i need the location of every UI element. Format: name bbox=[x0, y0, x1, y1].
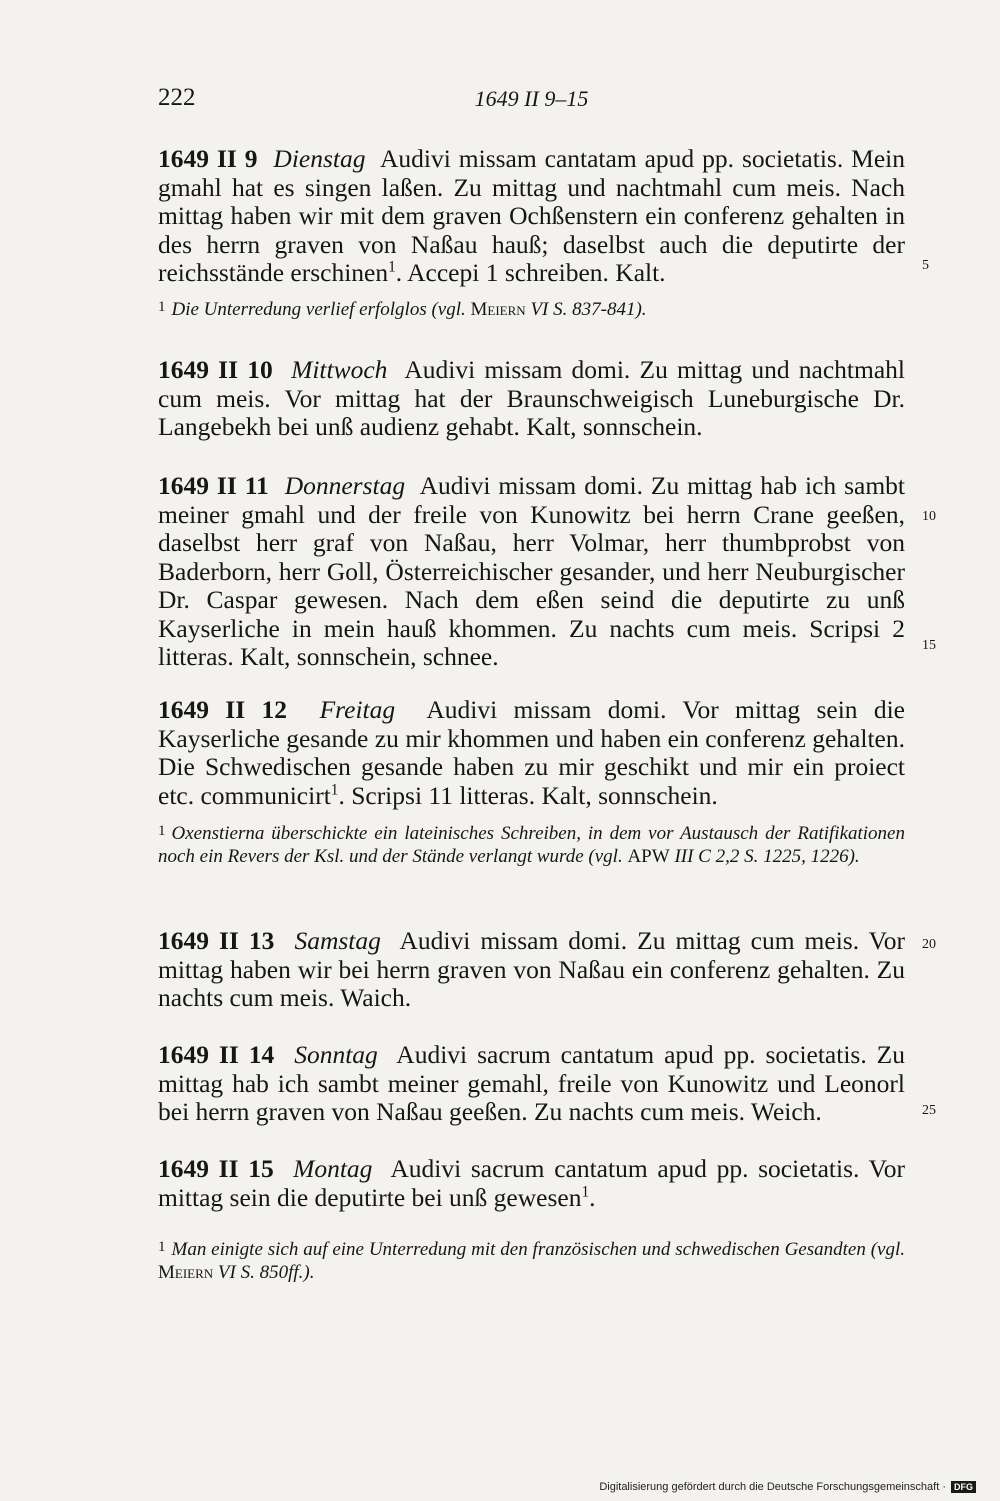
footnote-text-cont: VI S. 850ff.). bbox=[213, 1262, 315, 1283]
entry-date: 1649 II 13 bbox=[158, 926, 275, 955]
entry-weekday: Freitag bbox=[319, 695, 396, 724]
entry-weekday: Mittwoch bbox=[291, 355, 388, 384]
footnote-ref: 1 bbox=[581, 1183, 590, 1200]
running-title: 1649 II 9–15 bbox=[474, 86, 589, 111]
footnote-mark: 1 bbox=[158, 299, 166, 315]
footnote-mark: 1 bbox=[158, 823, 166, 839]
footnote-author: Meiern bbox=[470, 299, 526, 320]
entry-text: Audivi missam domi. Vor mittag sein die Kayserliche gesande zu mir khommen und haben ein conferenz gehalten. Die Schwedischen gesande haben zu mir geschikt und mir ein proiect etc. communicirt bbox=[158, 695, 905, 810]
footnote-ref: 1 bbox=[388, 258, 396, 276]
footnote bbox=[158, 296, 905, 321]
diary-entry bbox=[158, 1041, 905, 1127]
footnote-text-cont: III C 2,2 S. 1225, 1226). bbox=[669, 846, 860, 867]
entry-text: Audivi missam cantatam apud pp. societatis. Mein gmahl hat es singen laßen. Zu mittag und nachtmahl cum meis. Nach mittag haben wir mit dem graven Ochßenstern ein conferenz gehalten in des herrn graven von Naßau hauß; daselbst auch die deputirte der reichsstände erschinen bbox=[158, 144, 905, 287]
diary-entry bbox=[158, 145, 905, 288]
entry-date: 1649 II 11 bbox=[158, 471, 269, 500]
footnote bbox=[158, 1236, 905, 1284]
line-number: 15 bbox=[922, 638, 936, 653]
diary-entry bbox=[158, 1155, 905, 1212]
entry-weekday: Dienstag bbox=[273, 144, 366, 173]
entry-text: Audivi sacrum cantatum apud pp. societatis. Zu mittag hab ich sambt meiner gemahl, freile von Kunowitz und Leonorl bei herrn graven von Naßau geeßen. Zu nachts cum meis. Weich. bbox=[158, 1040, 906, 1126]
page-header bbox=[158, 84, 905, 120]
line-number: 25 bbox=[922, 1103, 936, 1118]
page-number: 222 bbox=[158, 84, 196, 111]
entry-date: 1649 II 14 bbox=[158, 1040, 275, 1069]
footnote-text-cont: VI S. 837-841). bbox=[525, 299, 647, 320]
line-number: 10 bbox=[922, 509, 936, 524]
footnote-mark: 1 bbox=[158, 1239, 166, 1255]
diary-entry bbox=[158, 356, 905, 442]
entry-text-cont: . Accepi 1 schreiben. Kalt. bbox=[395, 258, 666, 287]
footnote-source: APW bbox=[627, 846, 670, 867]
digitization-footer bbox=[599, 1481, 976, 1493]
entry-text-cont: . Scripsi 11 litteras. Kalt, sonnschein. bbox=[338, 780, 718, 810]
entry-weekday: Sonntag bbox=[294, 1040, 378, 1069]
entry-weekday: Samstag bbox=[294, 926, 381, 955]
footnote-text: Oxenstierna überschickte ein lateinisches Schreiben, in dem vor Austausch der Ratifikationen noch ein Revers der Ksl. und der Stände verlangt wurde (vgl. bbox=[158, 823, 905, 867]
footnote bbox=[158, 820, 905, 868]
entry-weekday: Montag bbox=[293, 1154, 373, 1183]
diary-entry bbox=[158, 696, 905, 810]
entry-date: 1649 II 10 bbox=[158, 355, 273, 384]
line-number: 5 bbox=[922, 258, 929, 273]
entry-text-cont: . bbox=[589, 1182, 596, 1212]
diary-entry bbox=[158, 927, 905, 1013]
entry-text: Audivi missam domi. Zu mittag hab ich sambt meiner gmahl und der freile von Kunowitz bei herrn Crane geeßen, daselbst herr graf von Naßau, herr Volmar, herr thumbprobst von Baderborn, herr Goll, Österreichischer gesander, und herr Neuburgischer Dr. Caspar gewesen. Nach dem eßen seind die deputirte zu unß Kayserliche in mein hauß khommen. Zu nachts cum meis. Scripsi 2 litteras. Kalt, sonnschein, schnee. bbox=[158, 471, 906, 671]
dfg-logo: DFG bbox=[951, 1481, 976, 1493]
footnote-ref: 1 bbox=[330, 781, 339, 798]
footnote-text: Man einigte sich auf eine Unterredung mit den französischen und schwedischen Gesandten (vgl. bbox=[171, 1239, 905, 1260]
diary-entry bbox=[158, 472, 905, 672]
footnote-text: Die Unterredung verlief erfolglos (vgl. bbox=[171, 299, 471, 320]
footnote-author: Meiern bbox=[158, 1262, 214, 1283]
entry-weekday: Donnerstag bbox=[284, 471, 406, 500]
entry-date: 1649 II 12 bbox=[158, 695, 287, 724]
entry-date: 1649 II 15 bbox=[158, 1154, 274, 1183]
entry-date: 1649 II 9 bbox=[158, 144, 258, 173]
line-number: 20 bbox=[922, 937, 936, 952]
entry-text: Audivi missam domi. Zu mittag und nachtmahl cum meis. Vor mittag hat der Braunschweigisch Luneburgische Dr. Langebekh bei unß audienz gehabt. Kalt, sonnschein. bbox=[158, 355, 905, 441]
entry-text: Audivi sacrum cantatum apud pp. societatis. Vor mittag sein die deputirte bei unß gewesen bbox=[158, 1154, 905, 1212]
entry-text: Audivi missam domi. Zu mittag cum meis. Vor mittag haben wir bei herrn graven von Naßau ein conferenz gehalten. Zu nachts cum meis. Waich. bbox=[158, 926, 906, 1012]
footer-text: Digitalisierung gefördert durch die Deutsche Forschungsgemeinschaft · bbox=[599, 1481, 946, 1493]
